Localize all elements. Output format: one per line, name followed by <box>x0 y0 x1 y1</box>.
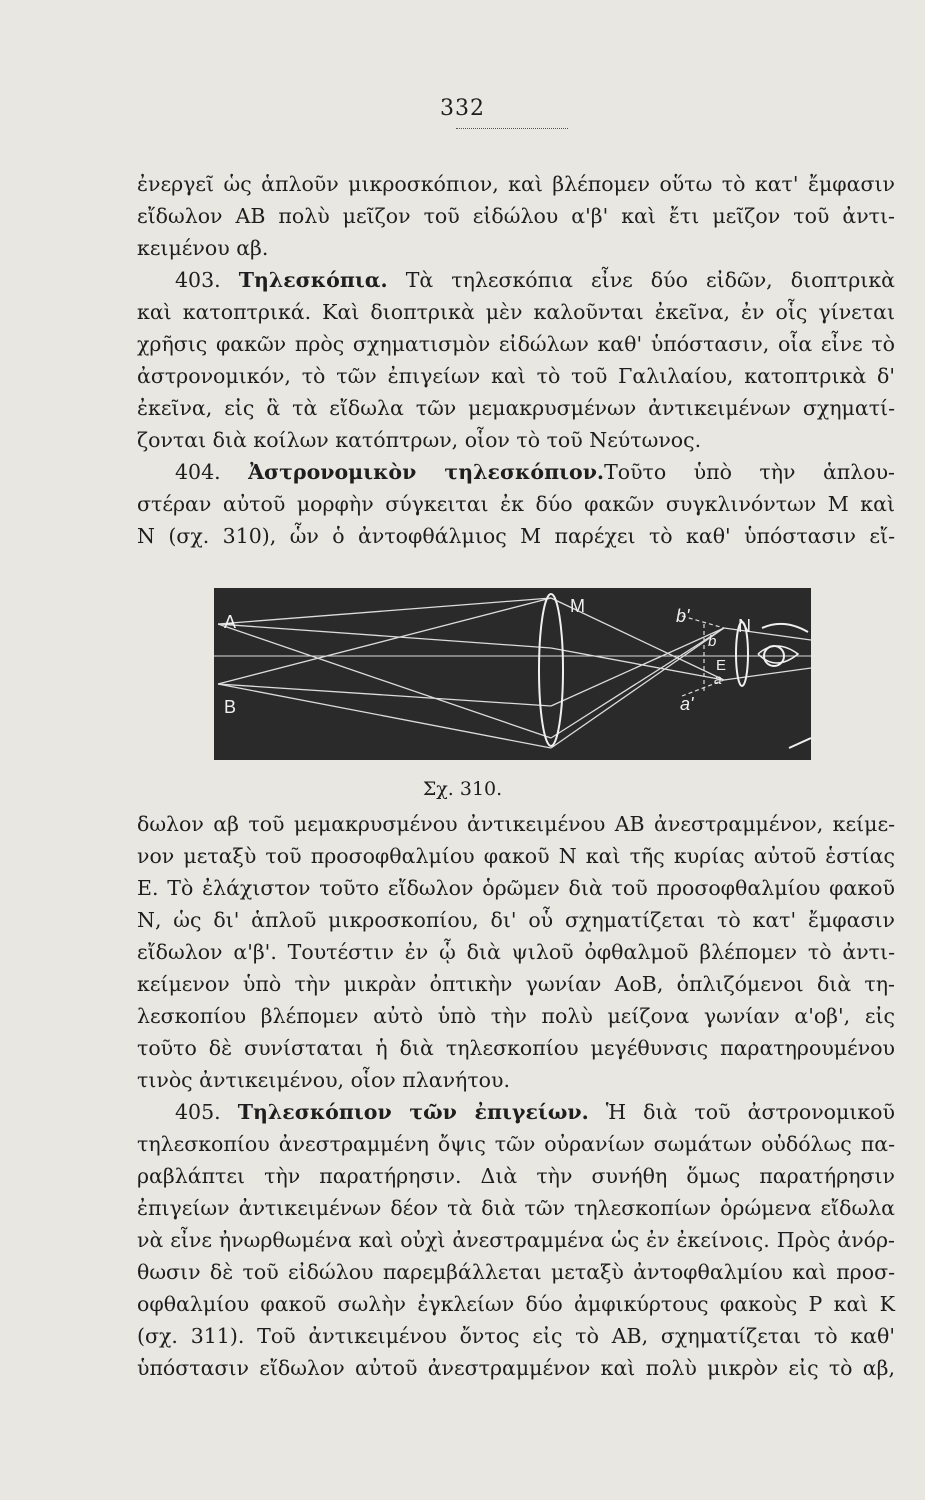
text-line: Ε. Τὸ ἐλάχιστον τοῦτο εἴδωλον ὁρῶμεν διὰ τοῦ προσοφθαλμίου φακοῦ <box>137 876 895 900</box>
text-block-top <box>137 168 895 552</box>
section-title: Τηλεσκόπια. <box>238 268 388 292</box>
text-line: εἴδωλον α'β'. Τουτέστιν ἐν ᾧ διὰ ψιλοῦ ὀφθαλμοῦ βλέπομεν τὸ ἀντι- <box>137 940 895 964</box>
text-line: στέραν αὐτοῦ μορφὴν σύγκειται ἐκ δύο φακῶν συγκλινόντων Μ καὶ <box>137 492 895 516</box>
text-line: τινὸς ἀντικειμένου, οἷον πλανήτου. <box>137 1068 510 1092</box>
page-number: 332 <box>440 96 485 121</box>
section-number: 405. <box>175 1100 221 1124</box>
label-m: M <box>570 596 585 616</box>
text-line: χρῆσις φακῶν πρὸς σχηματισμὸν εἰδώλων καθ' ὑπόστασιν, οἷα εἶνε τὸ <box>137 332 895 356</box>
section-404-heading-line <box>137 456 895 488</box>
text-line: εἴδωλον ΑΒ πολὺ μεῖζον τοῦ εἰδώλου α'β' καὶ ἔτι μεῖζον τοῦ ἀντι- <box>137 204 895 228</box>
text-line: τοῦτο δὲ συνίσταται ἡ διὰ τηλεσκοπίου μεγέθυνσις παρατηρουμένου <box>137 1036 895 1060</box>
text-line: (σχ. 311). Τοῦ ἀντικειμένου ὄντος εἰς τὸ ΑΒ, σχηματίζεται τὸ καθ' <box>137 1324 895 1348</box>
text-line: κείμενον ὑπὸ τὴν μικρὰν ὀπτικὴν γωνίαν ΑοΒ, ὁπλιζόμενοι διὰ τη- <box>137 972 895 996</box>
text-line: ζονται διὰ κοίλων κατόπτρων, οἷον τὸ τοῦ Νεύτωνος. <box>137 428 702 452</box>
text-line: Ν (σχ. 310), ὧν ὁ ἀντοφθάλμιος Μ παρέχει τὸ καθ' ὑπόστασιν εἴ- <box>137 524 895 548</box>
text-line: δωλον αβ τοῦ μεμακρυσμένου ἀντικειμένου ΑΒ ἀνεστραμμένον, κείμε- <box>137 812 895 836</box>
text-line: ἀστρονομικόν, τὸ τῶν ἐπιγείων καὶ τὸ τοῦ Γαλιλαίου, κατοπτρικὰ δ' <box>137 364 895 388</box>
text-run: Ἡ διὰ τοῦ ἀστρονομικοῦ <box>588 1100 895 1124</box>
label-n: N <box>738 616 751 636</box>
section-number: 404. <box>175 460 221 484</box>
text-line: τηλεσκοπίου ἀνεστραμμένη ὄψις τῶν οὐρανίων σωμάτων οὐδόλως πα- <box>137 1132 895 1156</box>
figure-caption: Σχ. 310. <box>422 778 503 800</box>
text-line: νὰ εἶνε ἠνωρθωμένα καὶ οὐχὶ ἀνεστραμμένα ὡς ἐν ἐκείνοις. Πρὸς ἀνόρ- <box>137 1228 895 1252</box>
label-b-prime: b' <box>676 606 690 626</box>
label-b-lower: b <box>708 633 717 650</box>
section-number: 403. <box>175 268 221 292</box>
text-line: οφθαλμίου φακοῦ σωλὴν ἐγκλείων δύο ἀμφικύρτους φακοὺς Ρ καὶ Κ <box>137 1292 895 1316</box>
label-a-upper: A <box>224 612 237 632</box>
text-line: κειμένου αβ. <box>137 236 269 260</box>
text-line: ἐπιγείων ἀντικειμένων δέον τὰ διὰ τῶν τηλεσκοπίων ὁρώμενα εἴδωλα <box>137 1196 895 1220</box>
label-a-lower: a <box>714 671 722 687</box>
text-line: ραβλάπτει τὴν παρατήρησιν. Διὰ τὴν συνήθη ὅμως παρατήρησιν <box>137 1164 895 1188</box>
text-line: ὑπόστασιν εἴδωλον αὐτοῦ ἀνεστραμμένον καὶ πολὺ μικρὸν εἰς τὸ αβ, <box>137 1356 895 1380</box>
text-line: θωσιν δὲ τοῦ εἰδώλου παρεμβάλλεται μεταξὺ ἀντοφθαλμίου καὶ προσ- <box>137 1260 895 1284</box>
telescope-figure <box>214 588 811 760</box>
label-b-upper: B <box>224 697 237 717</box>
section-title: Ἀστρονομικὸν τηλεσκόπιον. <box>248 460 605 484</box>
text-line: νον μεταξὺ τοῦ προσοφθαλμίου φακοῦ Ν καὶ τῆς κυρίας αὐτοῦ ἑστίας <box>137 844 895 868</box>
text-line: ἐκεῖνα, εἰς ἃ τὰ εἴδωλα τῶν μεμακρυσμένων ἀντικειμένων σχηματί- <box>137 396 895 420</box>
text-run: Τοῦτο ὑπὸ τὴν ἁπλου- <box>604 460 895 484</box>
section-title: Τηλεσκόπιον τῶν ἐπιγείων. <box>237 1100 589 1124</box>
text-line: ἐνεργεῖ ὡς ἁπλοῦν μικροσκόπιον, καὶ βλέπομεν οὕτω τὸ κατ' ἔμφασιν <box>137 172 895 196</box>
label-a-prime: a' <box>680 694 694 714</box>
page-number-rule <box>456 128 568 129</box>
text-line: λεσκοπίου βλέπομεν αὐτὸ ὑπὸ τὴν πολὺ μείζονα γωνίαν α'οβ', εἰς <box>137 1004 895 1028</box>
text-line: Ν, ὡς δι' ἁπλοῦ μικροσκοπίου, δι' οὗ σχηματίζεται τὸ κατ' ἔμφασιν <box>137 908 895 932</box>
label-e: E <box>716 657 727 674</box>
text-run: Τὰ τηλεσκόπια εἶνε δύο εἰδῶν, διοπτρικὰ <box>387 268 895 292</box>
text-block-bottom <box>137 808 895 1384</box>
text-line: καὶ κατοπτρικά. Καὶ διοπτρικὰ μὲν καλοῦνται ἐκεῖνα, ἐν οἷς γίνεται <box>137 300 895 324</box>
section-403-heading-line <box>137 264 895 296</box>
section-405-heading-line <box>137 1096 895 1128</box>
